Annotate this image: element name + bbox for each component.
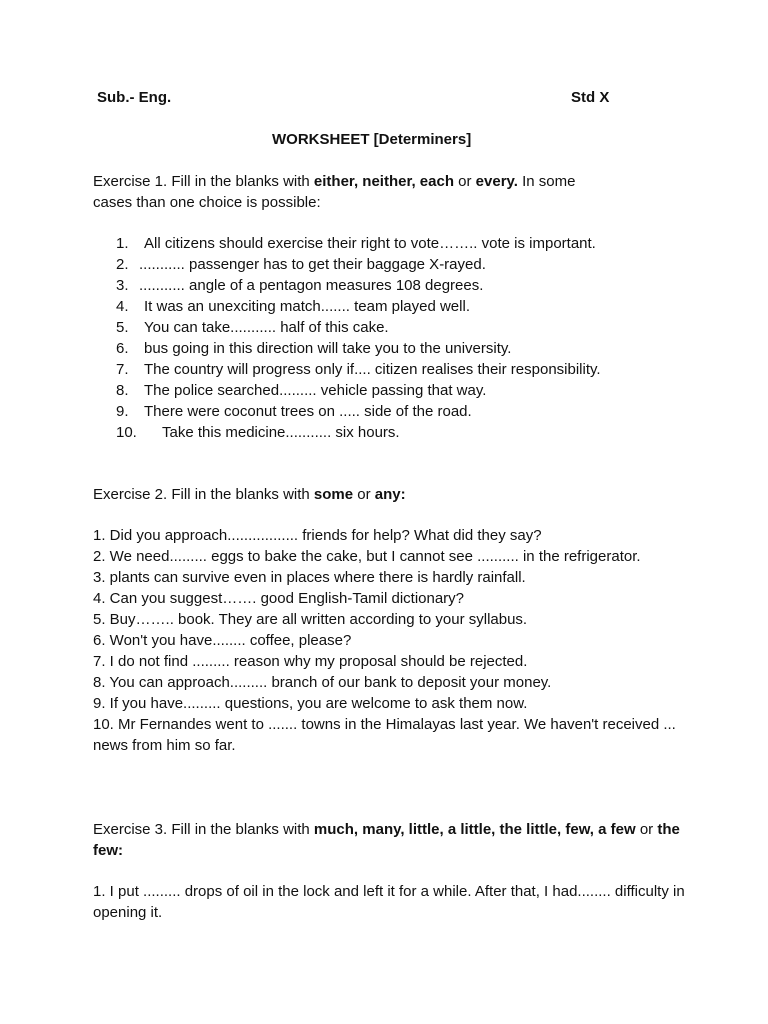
item-number: 2. — [116, 256, 129, 273]
exercise2-intro-mid: or — [353, 486, 375, 503]
exercise1-intro-line2: cases than one choice is possible: — [93, 194, 321, 211]
exercise2-intro-bold2: any: — [374, 486, 406, 503]
exercise1-intro-prefix: Exercise 1. Fill in the blanks with — [93, 173, 314, 190]
item-text: There were coconut trees on ..... side of the road. — [144, 403, 472, 420]
worksheet-title: WORKSHEET [Determiners] — [272, 131, 472, 148]
list-item: 6. Won't you have........ coffee, please? — [93, 632, 352, 649]
item-text: It was an unexciting match....... team played well. — [144, 298, 470, 315]
std-label: Std X — [571, 89, 610, 106]
item-text: ........... angle of a pentagon measures 108 degrees. — [139, 277, 484, 294]
list-item: 4. Can you suggest……. good English-Tamil dictionary? — [93, 590, 465, 607]
item-number: 1. — [116, 235, 129, 252]
item-text: Take this medicine........... six hours. — [162, 424, 400, 441]
exercise3-intro-mid: or — [635, 821, 658, 838]
list-item: 2. We need......... eggs to bake the cake, but I cannot see .......... in the refrigerator. — [93, 548, 641, 565]
item-text: ........... passenger has to get their baggage X-rayed. — [139, 256, 486, 273]
item-number: 7. — [116, 361, 129, 378]
list-item: 10. Mr Fernandes went to ....... towns in the Himalayas last year. We haven't received ... news from him so far. — [93, 716, 676, 754]
item-number: 9. — [116, 403, 129, 420]
item-number: 5. — [116, 319, 129, 336]
item-text: The country will progress only if.... citizen realises their responsibility. — [144, 361, 601, 378]
item-number: 3. — [116, 277, 129, 294]
list-item: 5. Buy…….. book. They are all written according to your syllabus. — [93, 611, 528, 628]
exercise2-intro-prefix: Exercise 2. Fill in the blanks with — [93, 486, 314, 503]
exercise1-intro-bold: either, neither, each — [313, 173, 454, 190]
item-number: 4. — [116, 298, 129, 315]
item-number: 8. — [116, 382, 129, 399]
item-number: 6. — [116, 340, 129, 357]
list-item: 8. You can approach......... branch of our bank to deposit your money. — [93, 674, 552, 691]
exercise3-intro-prefix: Exercise 3. Fill in the blanks with — [93, 821, 314, 838]
item-text: The police searched......... vehicle passing that way. — [144, 382, 487, 399]
item-text: bus going in this direction will take you to the university. — [144, 340, 512, 357]
item-text: All citizens should exercise their right to vote…….. vote is important. — [144, 235, 596, 252]
exercise1-intro-suffix: In some — [517, 173, 576, 190]
list-item: 1. I put ......... drops of oil in the lock and left it for a while. After that, I had........ difficulty in opening it. — [93, 883, 685, 921]
exercise2-intro — [93, 484, 406, 505]
exercise3-intro-bold2: the few: — [93, 821, 680, 859]
exercise3-list — [93, 881, 693, 923]
exercise1-intro-mid: or — [453, 173, 476, 190]
exercise1-intro-bold2: every. — [475, 173, 518, 190]
exercise3-intro-bold: much, many, little, a little, the little, few, a few — [313, 821, 636, 838]
list-item: 1. Did you approach................. friends for help? What did they say? — [93, 527, 542, 544]
subject-label: Sub.- Eng. — [97, 89, 172, 106]
exercise2-list — [93, 525, 693, 756]
list-item: 7. I do not find ......... reason why my proposal should be rejected. — [93, 653, 528, 670]
list-item: 9. If you have......... questions, you are welcome to ask them now. — [93, 695, 528, 712]
item-number: 10. — [116, 424, 137, 441]
list-item: 3. plants can survive even in places where there is hardly rainfall. — [93, 569, 526, 586]
exercise3-intro — [93, 819, 693, 861]
exercise1-intro — [93, 171, 575, 192]
item-text: You can take........... half of this cake. — [144, 319, 389, 336]
exercise2-intro-bold: some — [313, 486, 354, 503]
